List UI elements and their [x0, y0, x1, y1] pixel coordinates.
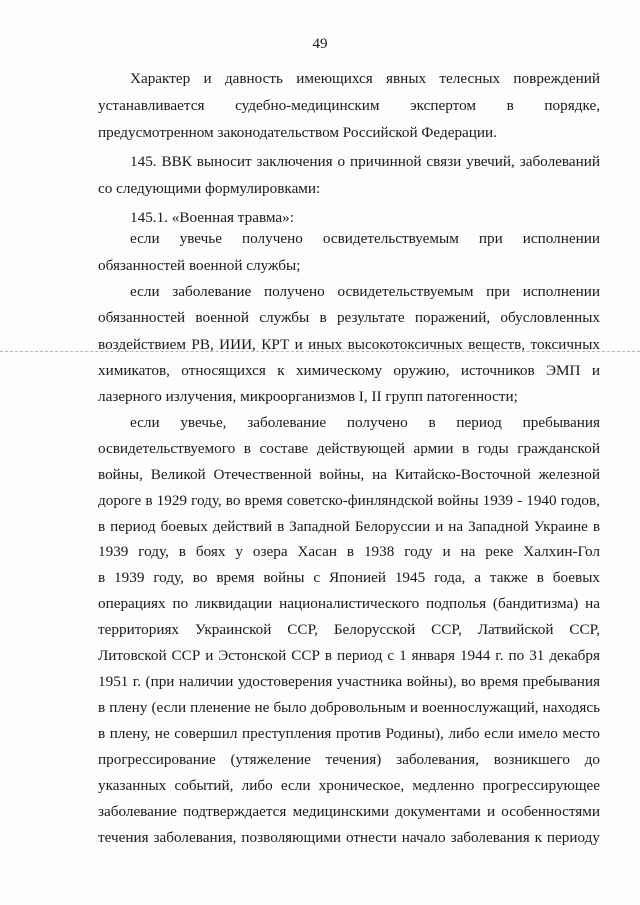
text-line: предусмотренном законодательством Российской Федерации. [98, 124, 497, 141]
text-line: в 1939 году, во время войны с Японией 1945 года, а также в боевых [98, 569, 600, 586]
text-line: освидетельствуемого в составе действующей армии в годы гражданской [98, 440, 600, 457]
text-line: течения заболевания, позволяющими отнести начало заболевания к периоду [98, 829, 600, 846]
text-line: в период боевых действий в Западной Белоруссии и на Западной Украине в [98, 518, 600, 535]
text-line: территориях Украинской ССР, Белорусской ССР, Латвийской ССР, [98, 621, 600, 638]
text-line: 145. ВВК выносит заключения о причинной связи увечий, заболеваний [130, 153, 600, 170]
text-line: 1939 году, в боях у озера Хасан в 1938 году и на реке Халхин-Гол [98, 543, 600, 560]
text-line: 1951 г. (при наличии удостоверения участника войны), во время пребывания [98, 673, 600, 690]
text-line: химикатов, относящихся к химическому оружию, источников ЭМП и [98, 362, 600, 379]
text-line: в плену (если пленение не было добровольным и военнослужащий, находясь [98, 699, 600, 716]
text-line: обязанностей военной службы; [98, 257, 301, 274]
text-line: воздействием РВ, ИИИ, КРТ и иных высокотоксичных веществ, токсичных [98, 336, 600, 353]
text-line: лазерного излучения, микроорганизмов I, II групп патогенности; [98, 388, 518, 405]
text-line: если заболевание получено освидетельствуемым при исполнении [130, 283, 600, 300]
text-line: заболевание подтверждается медицинскими документами и особенностями [98, 803, 600, 820]
scan-artifact-line [0, 351, 640, 352]
text-line: войны, Великой Отечественной войны, на Китайско-Восточной железной [98, 466, 600, 483]
page-number: 49 [312, 36, 328, 52]
text-line: операциях по ликвидации националистического подполья (бандитизма) на [98, 595, 600, 612]
text-line: Характер и давность имеющихся явных телесных повреждений [130, 70, 600, 87]
text-line: если увечье, заболевание получено в период пребывания [130, 414, 600, 431]
text-line: прогрессирование (утяжеление течения) заболевания, возникшего до [98, 751, 600, 768]
text-line: обязанностей военной службы в результате поражений, обусловленных [98, 309, 600, 326]
text-line: со следующими формулировками: [98, 180, 321, 197]
text-line: указанных событий, либо если хроническое, медленно прогрессирующее [98, 777, 600, 794]
text-line: если увечье получено освидетельствуемым при исполнении [130, 230, 600, 247]
section-heading: 145.1. «Военная травма»: [130, 209, 294, 226]
text-line: Литовской ССР и Эстонской ССР в период с 1 января 1944 г. по 31 декабря [98, 647, 600, 664]
text-line: дороге в 1929 году, во время советско-финляндской войны 1939 - 1940 годов, [98, 492, 600, 509]
text-line: устанавливается судебно-медицинским экспертом в порядке, [98, 97, 600, 114]
text-line: в плену, не совершил преступления против Родины), либо если имело место [98, 725, 600, 742]
